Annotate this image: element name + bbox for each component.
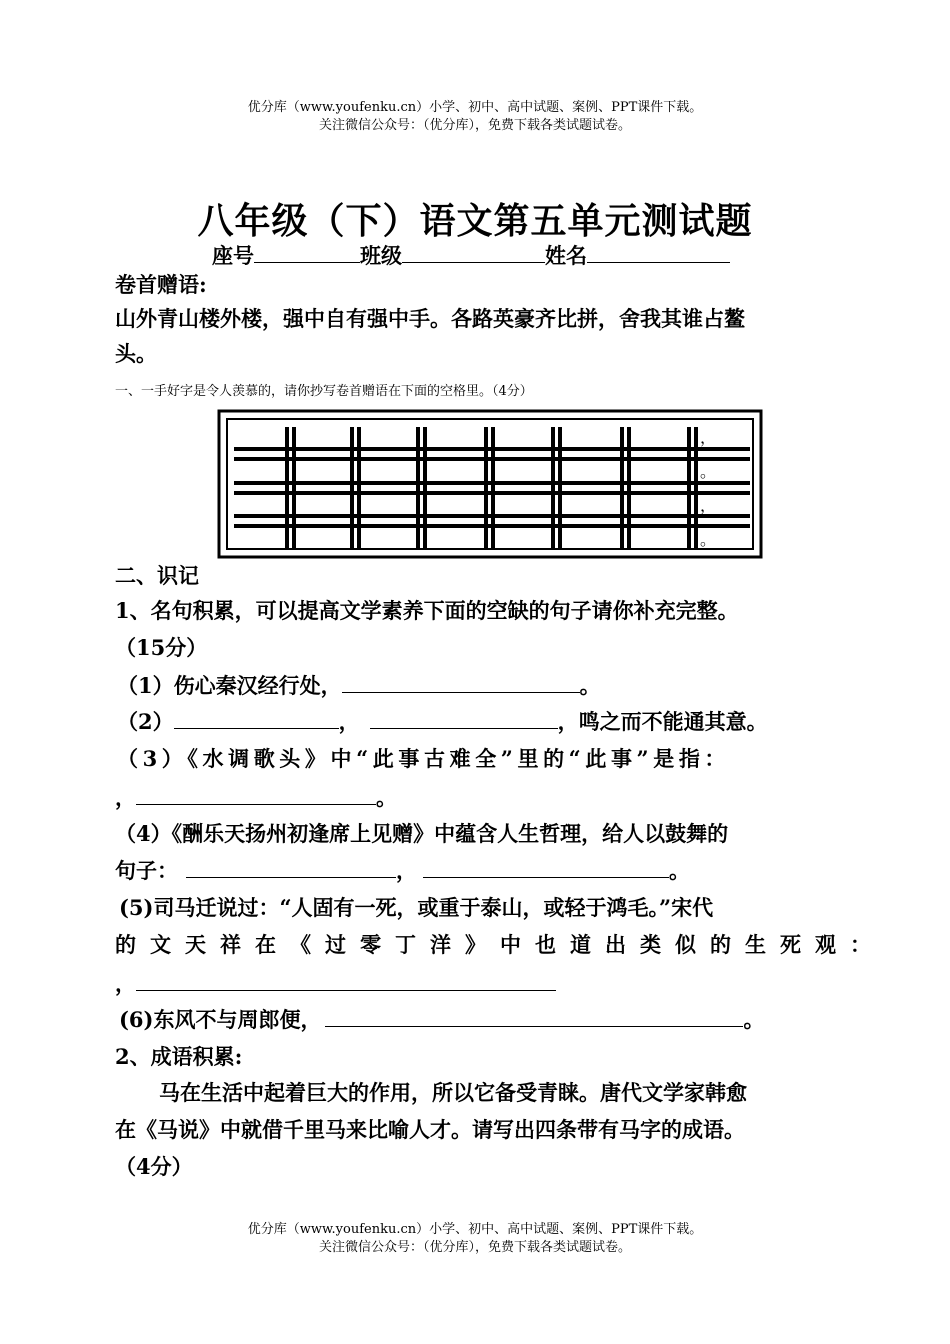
header-line-2: 关注微信公众号：（优分库），免费下载各类试题试卷。 [318,118,631,133]
q1-instruction: 一、一手好字是令人羡慕的，请你抄写卷首赠语在下面的空格里。（4分） [115,384,533,399]
grid-punct-2: 。 [700,462,717,481]
motto-text-1: 山外青山楼外楼，强中自有强中手。各路英豪齐比拼，舍我其谁占鳌 [115,306,745,331]
section-3-text-1: 马在生活中起着巨大的作用，所以它备受青睐。唐代文学家韩愈 [159,1080,747,1105]
answer-5-field[interactable] [136,970,556,991]
question-2-end: ，鸣之而不能通其意。 [557,709,768,734]
name-label: 姓名 [545,243,587,268]
footer-line-1: 优分库（www.youfenku.cn）小学、初中、高中试题、案例、PPT课件下载。 [247,1222,703,1237]
grid-punct-4: 。 [700,530,717,549]
answer-1-field[interactable] [342,672,580,693]
section-2-heading: 二、识记 [115,563,199,588]
section-3-heading: 2、成语积累: [115,1044,243,1069]
question-3: （3）《水调歌头》中“此事古难全”里的“此事”是指： [117,746,731,771]
question-4-line-2 [115,855,690,885]
question-5-line-1: (5)司马迁说过：“人固有一死，或重于泰山，或轻于鸿毛。”宋代 [119,895,714,920]
header-line-1: 优分库（www.youfenku.cn）小学、初中、高中试题、案例、PPT课件下载。 [247,100,703,115]
question-5-answer [115,968,556,998]
question-4-mid: ， [396,858,417,883]
section-2-intro-1: 1、名句积累，可以提高文学素养下面的空缺的句子请你补充完整。 [115,598,739,623]
section-2-intro-2: （15分） [115,635,208,660]
motto-label: 卷首赠语: [115,272,207,297]
question-4-end: 。 [669,858,690,883]
footer-line-2: 关注微信公众号：（优分库），免费下载各类试题试卷。 [318,1240,631,1255]
grid-punct-1: ， [700,428,717,447]
question-2 [117,706,768,736]
answer-3-field[interactable] [136,784,376,805]
question-1-text: （1）伤心秦汉经行处， [117,673,342,698]
answer-2b-field[interactable] [370,708,558,729]
question-3-comma: ， [115,785,136,810]
motto-text-2: 头。 [115,341,157,366]
question-5-line-2: 的文天祥在《过零丁洋》中也道出类似的生死观： [115,932,885,957]
answer-6-field[interactable] [325,1006,743,1027]
question-6 [119,1004,764,1034]
question-4-text: 句子： [115,858,178,883]
answer-4b-field[interactable] [423,857,669,878]
question-1 [117,670,601,700]
class-label: 班级 [360,243,402,268]
page-title: 八年级（下）语文第五单元测试题 [197,200,753,242]
question-5-comma: ， [115,971,136,996]
question-6-text: (6)东风不与周郎便， [119,1007,322,1032]
question-6-end: 。 [743,1007,765,1032]
section-3-text-3: （4分） [115,1154,193,1179]
section-3-text-2: 在《马说》中就借千里马来比喻人才。请写出四条带有马字的成语。 [115,1117,745,1142]
question-3-end: 。 [376,785,397,810]
question-1-end: 。 [579,673,601,698]
question-2-mid: ， [338,709,360,734]
answer-4a-field[interactable] [186,857,396,878]
seat-label: 座号 [212,243,254,268]
question-4-line-1: （4）《酬乐天扬州初逢席上见赠》中蕴含人生哲理，给人以鼓舞的 [115,821,729,846]
grid-punct-3: ， [700,496,717,515]
question-2-text: （2） [117,709,174,734]
answer-2a-field[interactable] [174,708,339,729]
question-3-answer [115,782,397,812]
grid-lines [234,427,750,548]
